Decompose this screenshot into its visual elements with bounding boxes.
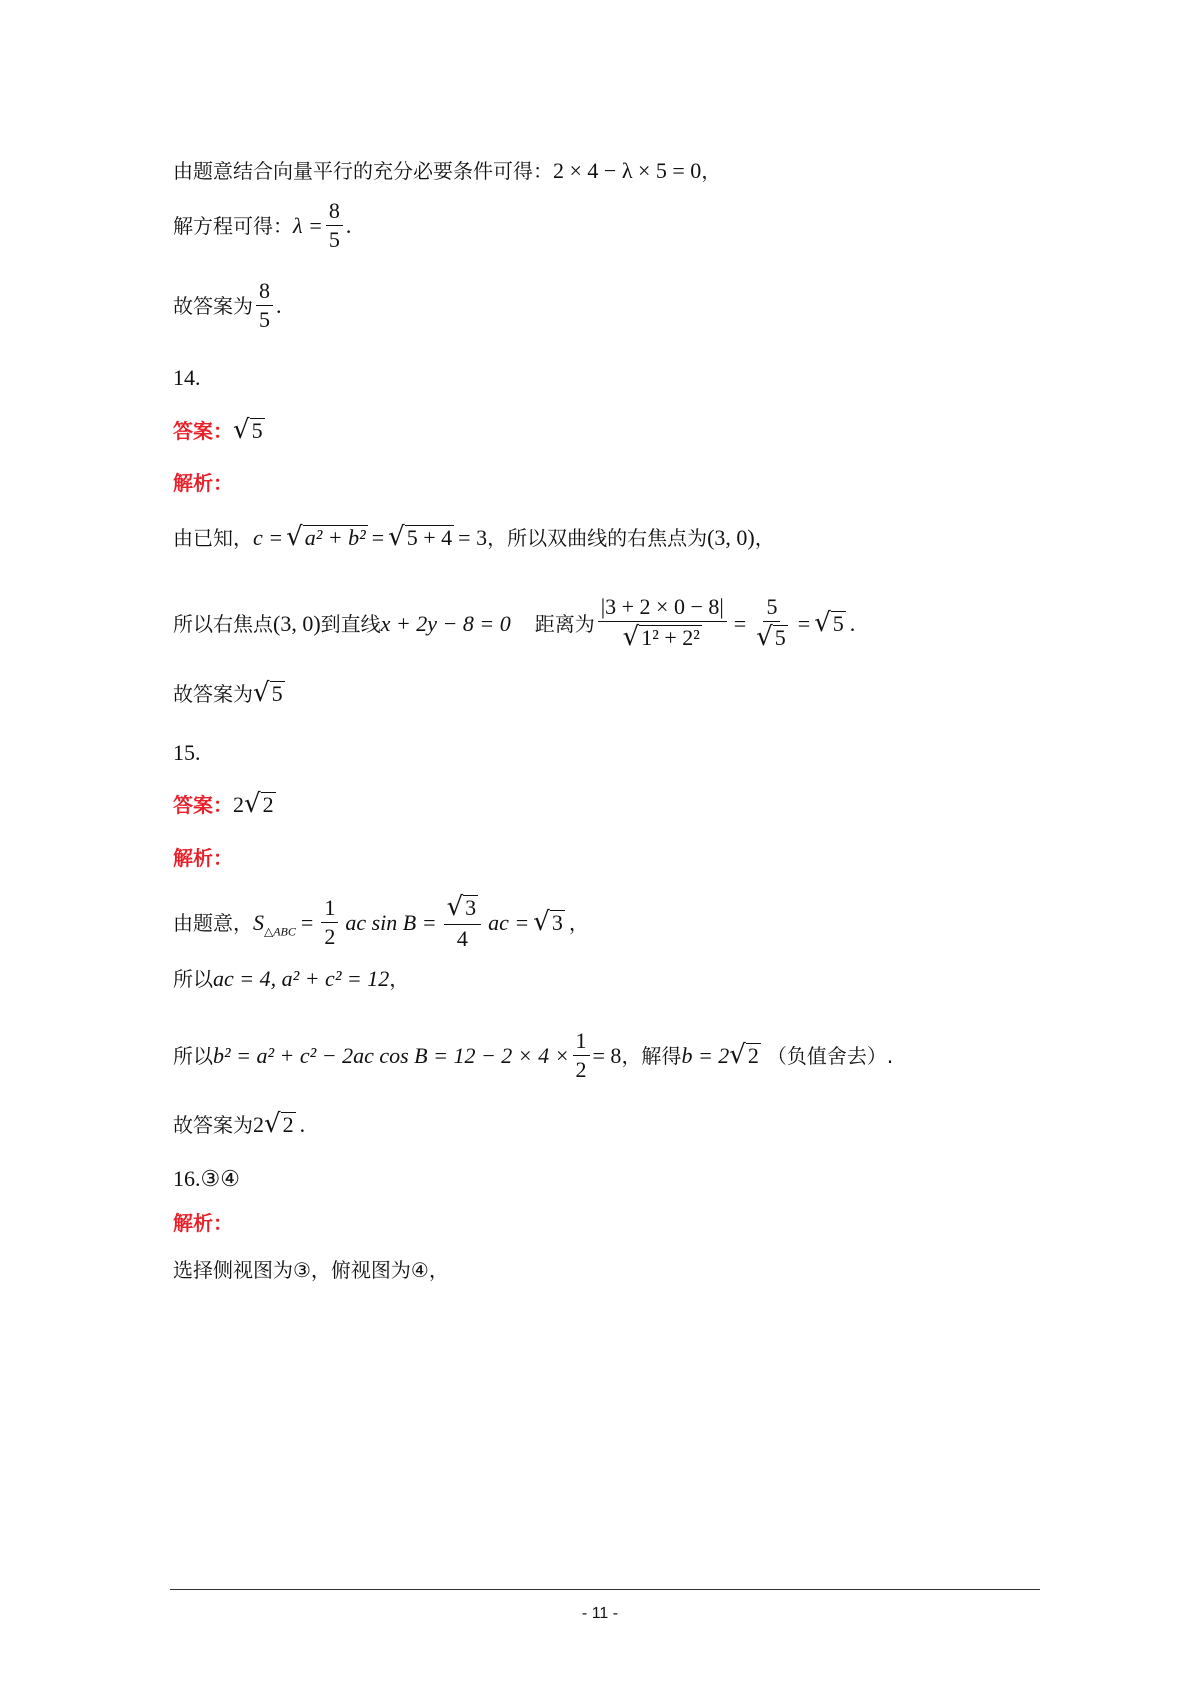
- punct: .: [299, 1112, 306, 1137]
- fraction: [256, 280, 273, 331]
- result: = 3: [458, 525, 488, 550]
- denominator: 2: [575, 1057, 587, 1082]
- sqrt-result: [814, 607, 846, 638]
- analysis-label: 解析：: [173, 1211, 233, 1235]
- radical-sign: √: [622, 622, 640, 652]
- denominator: 5: [328, 227, 340, 252]
- sqrt: [729, 1039, 761, 1070]
- coefficient: 2: [253, 1112, 264, 1137]
- point: (3, 0): [273, 610, 321, 636]
- denominator: [620, 622, 705, 651]
- radicand: 5: [774, 625, 786, 650]
- radical-sign: √: [233, 415, 250, 445]
- text: 解方程可得：: [173, 213, 293, 238]
- radical-sign: √: [244, 789, 261, 819]
- answer-14: [173, 415, 265, 445]
- text: 故答案为: [173, 1113, 253, 1137]
- question-number: 14.: [173, 365, 201, 390]
- text: 由已知，: [173, 526, 253, 550]
- text: 故答案为: [173, 682, 253, 706]
- line-14a: [173, 522, 775, 552]
- sqrt-result: [533, 906, 565, 937]
- analysis-14-label: [173, 473, 233, 493]
- numerator: |3 + 2 × 0 − 8|: [598, 596, 727, 622]
- line-14b: [173, 596, 855, 651]
- analysis-15-label: [173, 848, 233, 868]
- text: 所以: [173, 967, 213, 991]
- radicand: 3: [551, 909, 563, 935]
- text: ，解得: [621, 1043, 682, 1068]
- question-14-number: [173, 367, 201, 389]
- radicand: 5: [251, 418, 263, 443]
- numerator: 8: [256, 280, 273, 306]
- radical-sign: √: [533, 906, 550, 937]
- sqrt: [756, 622, 788, 652]
- expression: ac =: [488, 909, 530, 935]
- text: 故答案为: [173, 293, 253, 318]
- coefficient: 2: [233, 792, 244, 817]
- radical-sign: √: [264, 1109, 281, 1139]
- line-vector-condition: [173, 160, 721, 182]
- question-number: 16.③④: [173, 1166, 240, 1191]
- radicand: 5: [832, 610, 844, 636]
- answer-label: 答案：: [173, 419, 233, 443]
- radicand: 3: [465, 895, 477, 920]
- fraction-5-sqrt5: [753, 596, 791, 651]
- question-16-number: [173, 1168, 240, 1190]
- line-16a: [173, 1260, 449, 1280]
- subscript: △ABC: [264, 923, 296, 938]
- question-number: 15.: [173, 740, 201, 765]
- line-answer-13: [173, 280, 282, 331]
- expression: ac sin B =: [345, 909, 437, 935]
- text: 由题意结合向量平行的充分必要条件可得：: [173, 159, 553, 183]
- area-symbol: [253, 909, 296, 938]
- radicand: 2: [747, 1042, 759, 1068]
- eq: =: [371, 525, 385, 550]
- sqrt: [233, 415, 265, 445]
- analysis-16-label: [173, 1213, 233, 1233]
- numerator: 8: [326, 200, 343, 226]
- sqrt: [446, 892, 479, 922]
- punct: .: [345, 212, 352, 238]
- punct: ，: [568, 910, 589, 935]
- text: ，所以双曲线的右焦点为: [487, 526, 708, 550]
- sqrt: [244, 789, 276, 819]
- result: = 8: [592, 1042, 622, 1068]
- line-equation: x + 2y − 8 = 0: [380, 610, 511, 636]
- punct: ，: [754, 526, 775, 550]
- c-eq: c =: [253, 525, 284, 550]
- page-number: - 11 -: [581, 1605, 619, 1622]
- denominator: 4: [456, 926, 468, 951]
- math-expression: 2 × 4 − λ × 5 = 0: [553, 158, 702, 183]
- radicand: 1² + 2²: [641, 625, 700, 650]
- footer-divider: [170, 1589, 1040, 1590]
- punct: ，: [389, 967, 410, 991]
- s: S: [253, 909, 264, 935]
- radicand: 5: [271, 681, 283, 706]
- expression: b² = a² + c² − 2ac cos B = 12 − 2 × 4 ×: [213, 1042, 570, 1068]
- radical-sign: √: [756, 622, 773, 652]
- radical-sign: √: [253, 678, 270, 708]
- radical-sign: √: [388, 522, 405, 552]
- line-solve-equation: [173, 200, 351, 251]
- radical-sign: √: [729, 1039, 746, 1070]
- fraction-half: [573, 1030, 590, 1081]
- fraction: [326, 200, 343, 251]
- text: 所以右焦点: [173, 611, 273, 636]
- radicand: 2: [282, 1112, 294, 1137]
- radical-sign: √: [446, 892, 464, 922]
- sqrt: [253, 678, 285, 708]
- fraction-sqrt3-over-4: [444, 892, 482, 951]
- radicand: 5 + 4: [406, 525, 453, 550]
- expression: ac = 4, a² + c² = 12: [213, 966, 390, 991]
- line-15a: [173, 892, 589, 951]
- question-15-number: [173, 742, 201, 764]
- answer-15: [173, 789, 276, 819]
- sqrt: [622, 622, 702, 652]
- analysis-label: 解析：: [173, 846, 233, 870]
- numerator: 1: [321, 897, 338, 923]
- numerator: 1: [573, 1030, 590, 1056]
- numerator: 5: [763, 596, 780, 622]
- radical-sign: √: [814, 607, 831, 638]
- numerator: [444, 892, 482, 925]
- denominator: 2: [324, 924, 336, 949]
- punct: .: [276, 292, 282, 318]
- sqrt: [264, 1109, 296, 1139]
- answer-label: 答案：: [173, 793, 233, 817]
- b-eq: b = 2: [681, 1042, 730, 1068]
- fraction-half: [321, 897, 338, 948]
- text: 到直线: [320, 611, 381, 636]
- line-14c: [173, 678, 285, 708]
- line-15c: [173, 1030, 893, 1081]
- text: 所以: [173, 1043, 213, 1068]
- text: （负值舍去）.: [766, 1043, 894, 1068]
- sqrt-5plus4: [388, 522, 454, 552]
- text: 距离为: [534, 611, 595, 636]
- eq: =: [733, 610, 747, 636]
- distance-fraction: [598, 596, 727, 651]
- eq: =: [797, 610, 811, 636]
- denominator: [753, 622, 791, 651]
- punct: ，: [701, 159, 722, 183]
- line-15d: [173, 1109, 306, 1139]
- eq: =: [300, 909, 314, 935]
- radical-sign: √: [286, 522, 303, 552]
- analysis-label: 解析：: [173, 471, 233, 495]
- lambda-eq: λ =: [293, 212, 323, 238]
- point: (3, 0): [707, 525, 755, 550]
- punct: .: [849, 610, 856, 636]
- radicand: a² + b²: [304, 525, 366, 550]
- line-15b: [173, 968, 409, 990]
- text: 由题意，: [173, 910, 253, 935]
- text: 选择侧视图为③，俯视图为④，: [173, 1258, 449, 1282]
- radicand: 2: [262, 792, 274, 817]
- denominator: 5: [259, 307, 270, 332]
- sqrt-a2b2: [286, 522, 368, 552]
